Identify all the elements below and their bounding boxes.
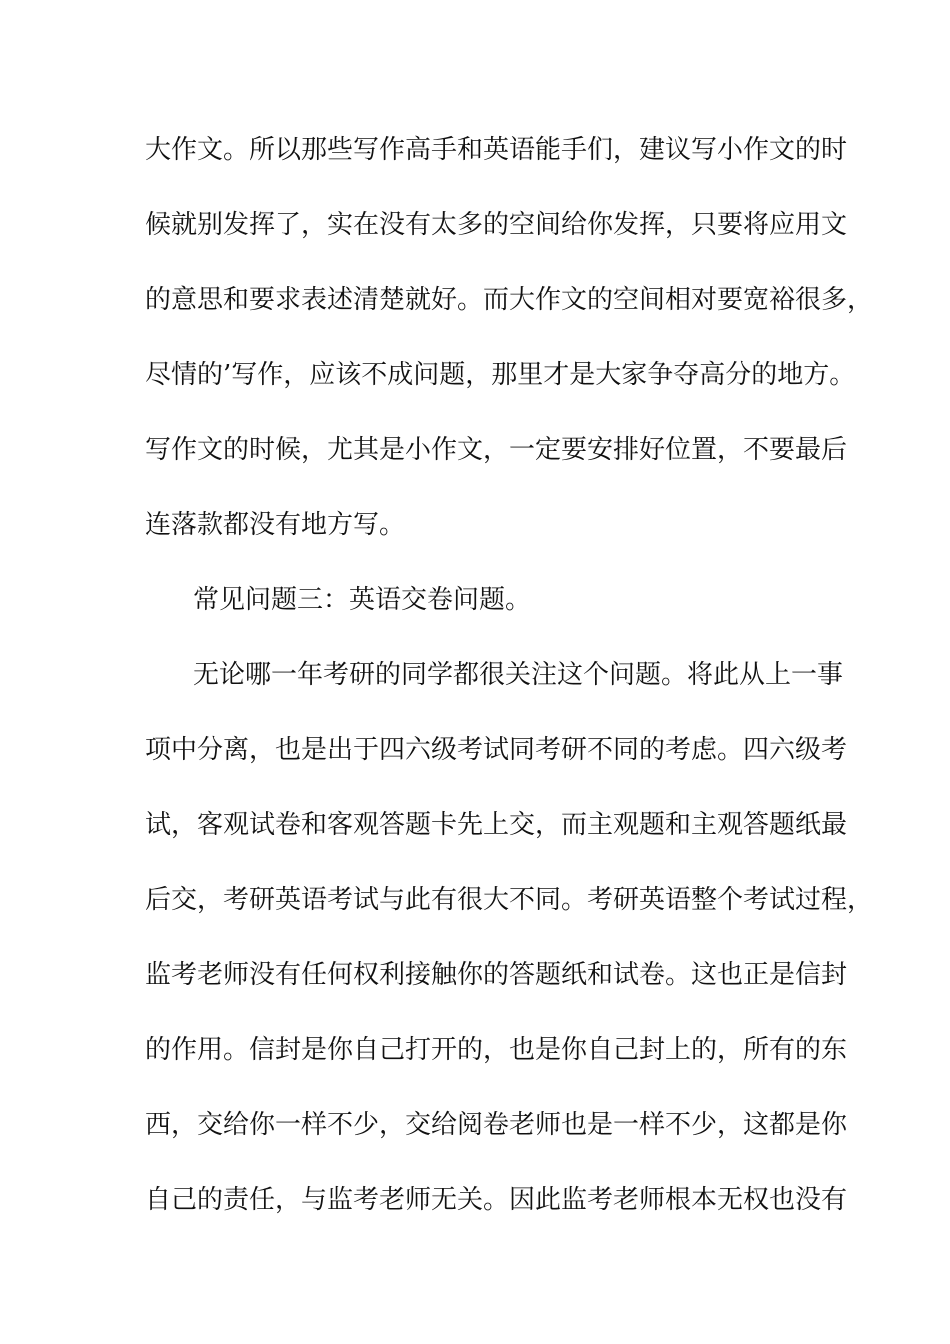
section-heading: 常见问题三：英语交卷问题。	[193, 585, 532, 615]
text-line-14: 西，交给你一样不少，交给阅卷老师也是一样不少，这都是你	[145, 1110, 848, 1140]
text-line-15: 自己的责任，与监考老师无关。因此监考老师根本无权也没有	[145, 1185, 848, 1215]
text-line-3: 的意思和要求表述清楚就好。而大作文的空间相对要宽裕很多，	[145, 285, 874, 315]
text-line-13: 的作用。信封是你自己打开的，也是你自己封上的，所有的东	[145, 1035, 848, 1065]
text-line-8: 无论哪一年考研的同学都很关注这个问题。将此从上一事	[193, 660, 844, 690]
text-line-11: 后交，考研英语考试与此有很大不同。考研英语整个考试过程，	[145, 885, 874, 915]
text-line-4: 尽情的’写作，应该不成问题，那里才是大家争夺高分的地方。	[145, 360, 856, 390]
text-line-6: 连落款都没有地方写。	[145, 510, 406, 540]
text-line-1: 大作文。所以那些写作高手和英语能手们，建议写小作文的时	[145, 135, 848, 165]
text-line-2: 候就别发挥了，实在没有太多的空间给你发挥，只要将应用文	[145, 210, 848, 240]
text-line-10: 试，客观试卷和客观答题卡先上交，而主观题和主观答题纸最	[145, 810, 848, 840]
text-line-5: 写作文的时候，尤其是小作文，一定要安排好位置，不要最后	[145, 435, 848, 465]
text-line-12: 监考老师没有任何权利接触你的答题纸和试卷。这也正是信封	[145, 960, 848, 990]
text-line-9: 项中分离，也是出于四六级考试同考研不同的考虑。四六级考	[145, 735, 848, 765]
